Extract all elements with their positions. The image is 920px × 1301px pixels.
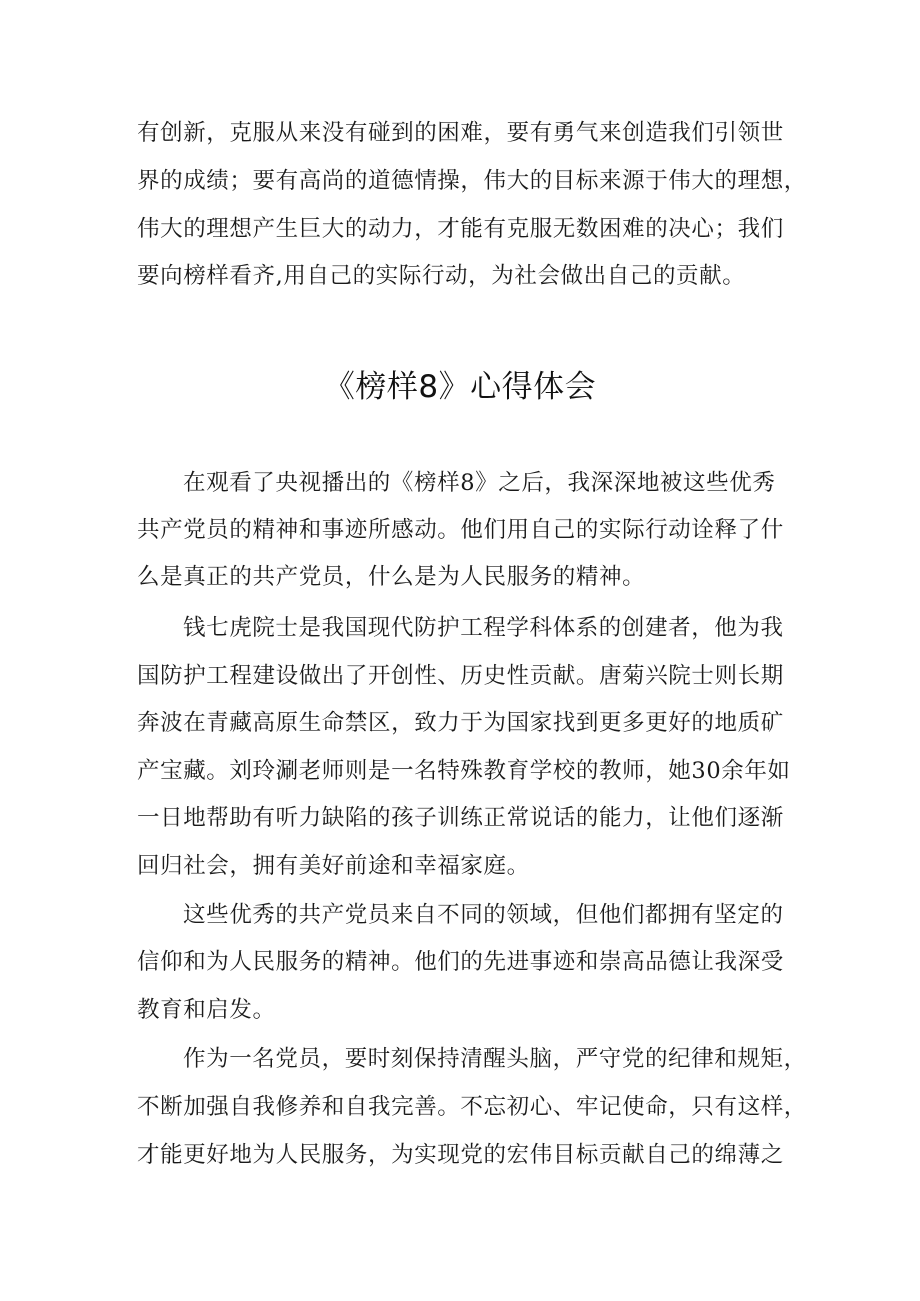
text-line: 作为一名党员，要时刻保持清醒头脑，严守党的纪律和规矩， xyxy=(183,1046,807,1072)
text-line: 么是真正的共产党员，什么是为人民服务的精神。 xyxy=(137,564,646,590)
text-line: 伟大的理想产生巨大的动力，才能有克服无数困难的决心；我们 xyxy=(137,216,784,242)
text-line: 产宝藏。刘玲涮老师则是一名特殊教育学校的教师，她30余年如 xyxy=(137,758,791,784)
text-line: 要向榜样看齐,用自己的实际行动，为社会做出自己的贡献。 xyxy=(137,263,746,289)
text-line: 有创新，克服从来没有碰到的困难，要有勇气来创造我们引领世 xyxy=(137,120,784,146)
text-line: 不断加强自我修养和自我完善。不忘初心、牢记使命，只有这样， xyxy=(137,1094,807,1120)
text-line: 教育和启发。 xyxy=(137,997,276,1023)
text-line: 界的成绩；要有高尚的道德情操，伟大的目标来源于伟大的理想， xyxy=(137,168,807,194)
text-line: 奔波在青藏高原生命禁区，致力于为国家找到更多更好的地质矿 xyxy=(137,710,784,736)
text-line: 信仰和为人民服务的精神。他们的先进事迹和崇高品德让我深受 xyxy=(137,949,784,975)
text-line: 这些优秀的共产党员来自不同的领域，但他们都拥有坚定的 xyxy=(183,902,784,928)
document-title: 《榜样8》心得体会 xyxy=(323,369,597,405)
text-line: 在观看了央视播出的《榜样8》之后，我深深地被这些优秀 xyxy=(183,470,776,496)
text-line: 才能更好地为人民服务，为实现党的宏伟目标贡献自己的绵薄之 xyxy=(137,1142,784,1168)
text-line: 共产党员的精神和事迹所感动。他们用自己的实际行动诠释了什 xyxy=(137,517,784,543)
text-line: 钱七虎院士是我国现代防护工程学科体系的创建者，他为我 xyxy=(183,615,784,641)
text-line: 一日地帮助有听力缺陷的孩子训练正常说话的能力，让他们逐渐 xyxy=(137,805,784,831)
text-line: 国防护工程建设做出了开创性、历史性贡献。唐菊兴院士则长期 xyxy=(137,663,784,689)
text-line: 回归社会，拥有美好前途和幸福家庭。 xyxy=(137,853,530,879)
